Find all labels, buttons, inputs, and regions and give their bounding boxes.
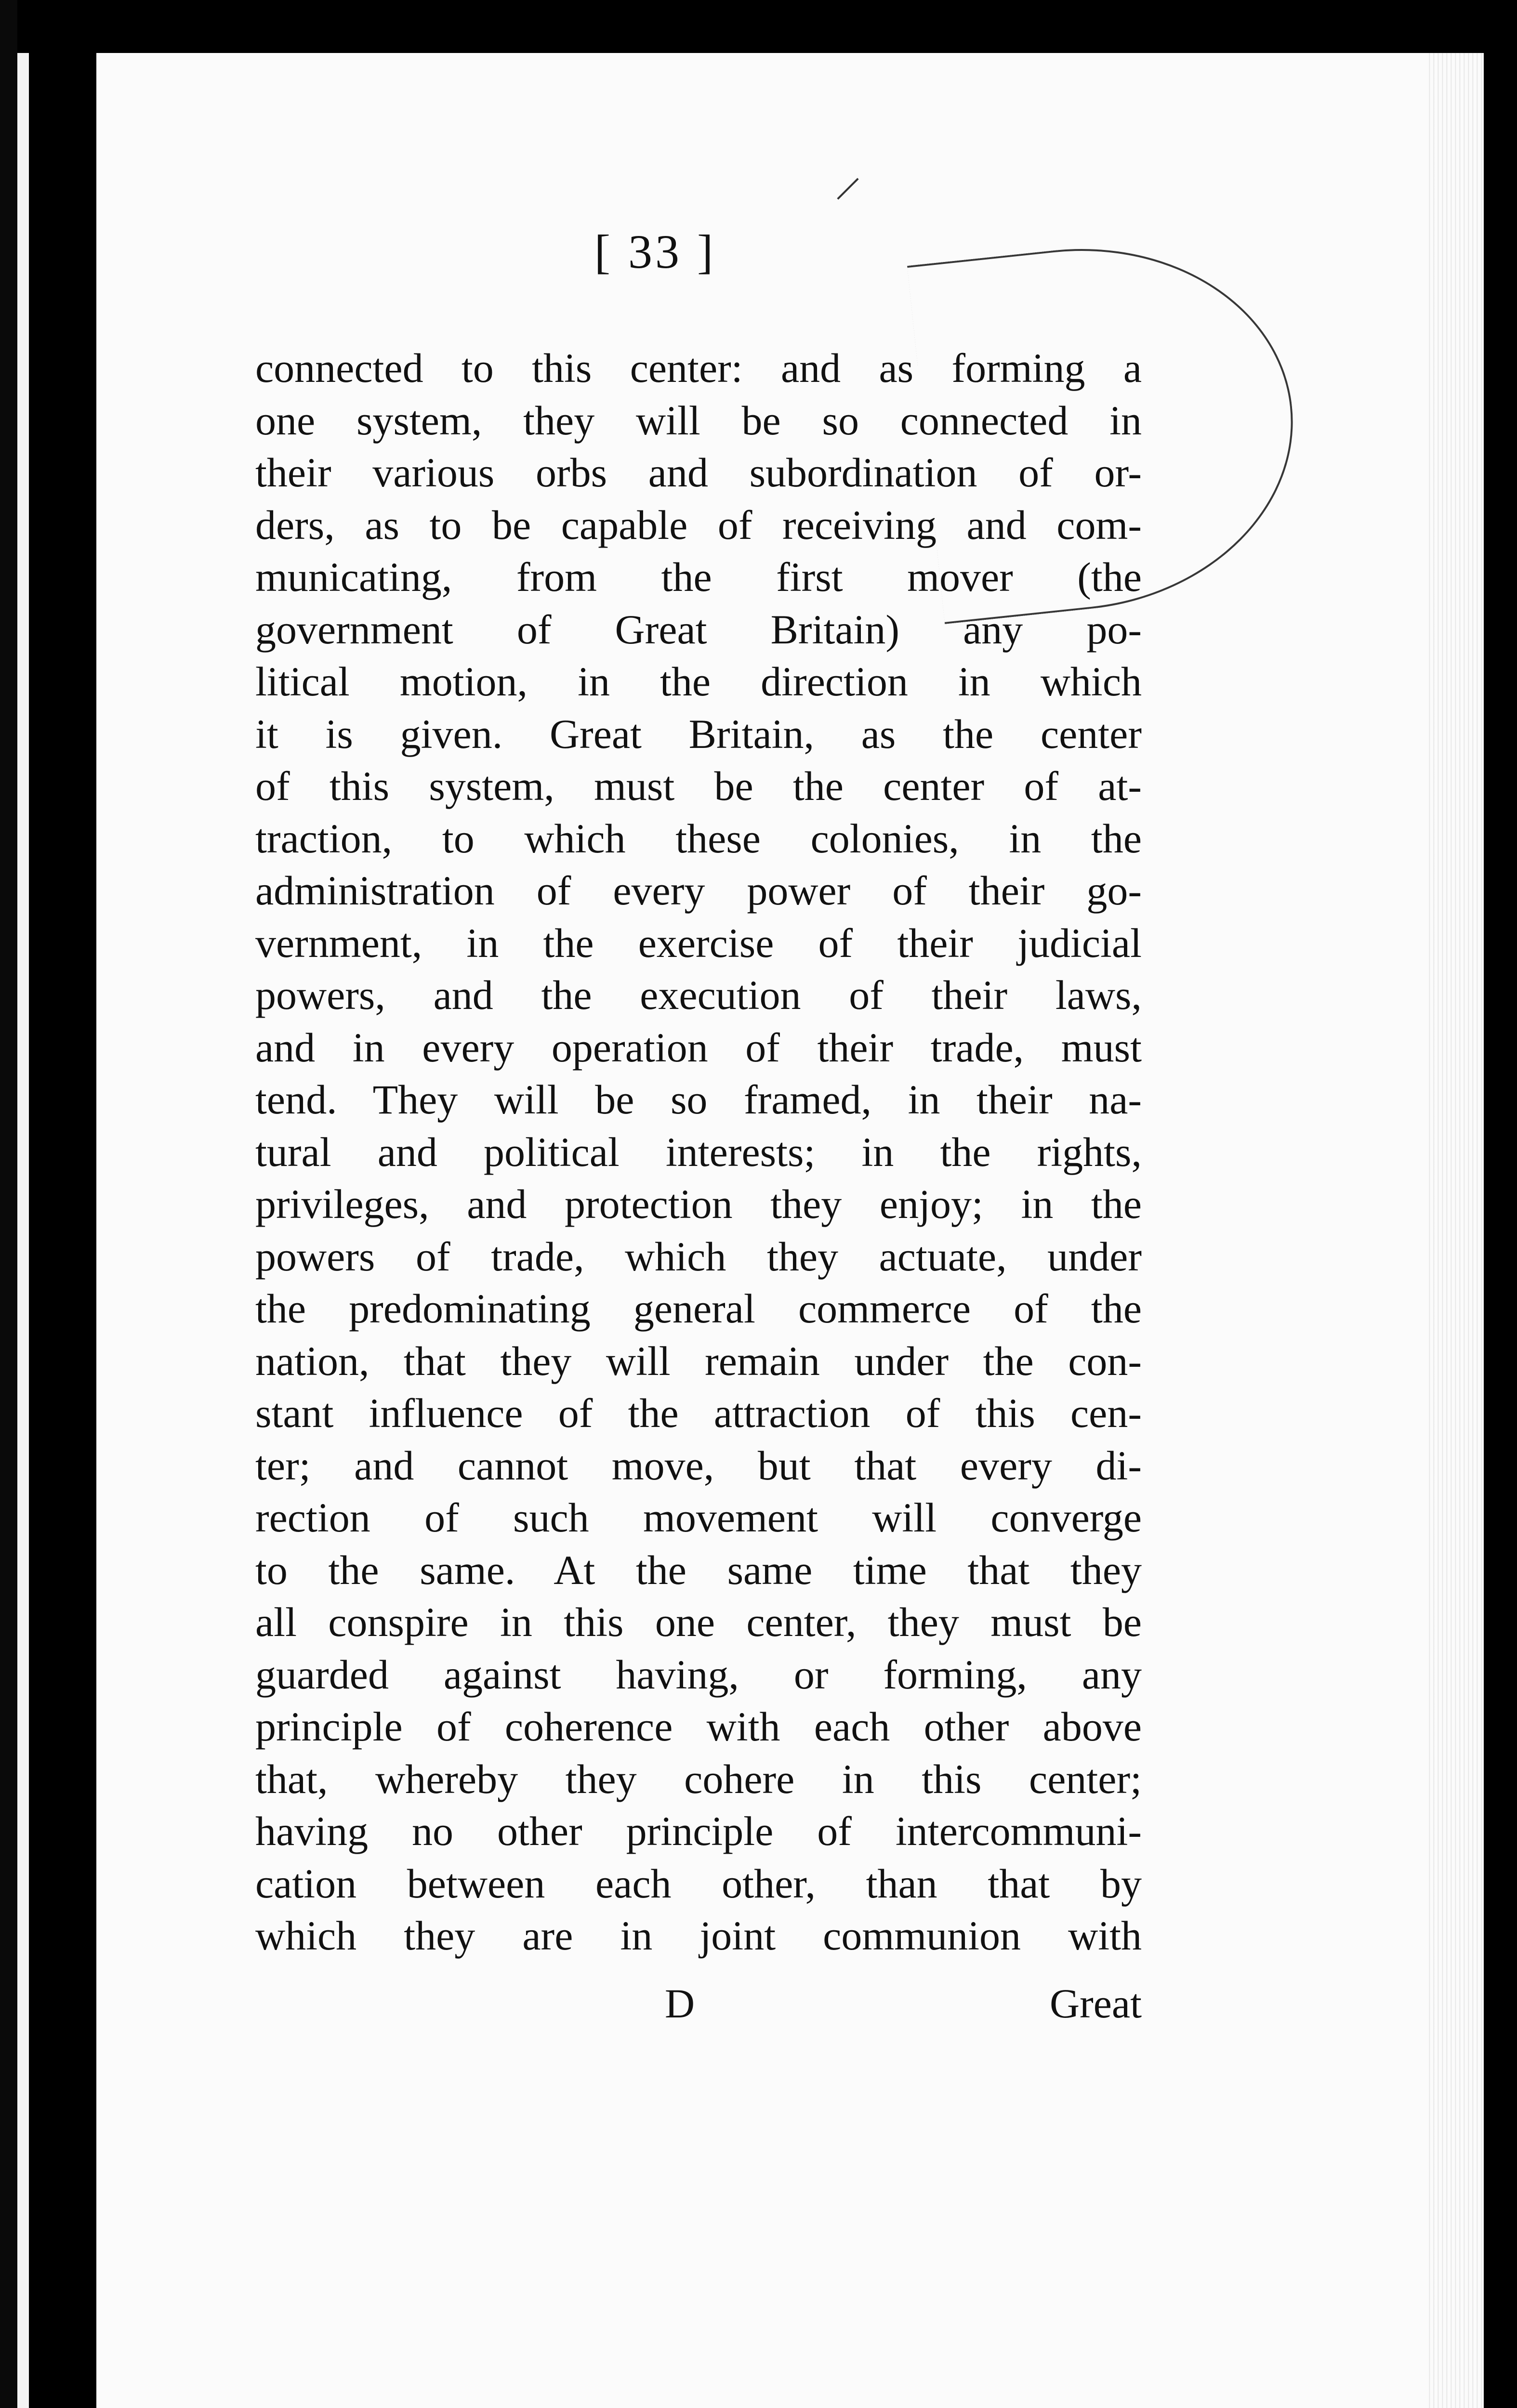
scan-border (0, 0, 17, 2408)
text-line: the predominating general commerce of the (255, 1285, 1142, 1332)
text-line: having no other principle of intercommuni- (255, 1808, 1142, 1854)
text-line: principle of coherence with each other above (255, 1703, 1142, 1750)
text-line: cation between each other, than that by (255, 1860, 1142, 1907)
text-line: powers of trade, which they actuate, under (255, 1233, 1142, 1280)
book-page (96, 53, 1484, 2408)
text-line: tural and political interests; in the rights, (255, 1128, 1142, 1175)
catchword: Great (1050, 1980, 1142, 2027)
text-line: government of Great Britain) any po- (255, 606, 1142, 653)
text-line: all conspire in this one center, they must be (255, 1599, 1142, 1645)
page-number: [ 33 ] (594, 225, 716, 278)
text-line: connected to this center: and as forming a (255, 345, 1142, 391)
text-line: one system, they will be so connected in (255, 397, 1142, 444)
text-line: nation, that they will remain under the con- (255, 1337, 1142, 1384)
pencil-mark (837, 178, 858, 199)
page-header (96, 224, 1484, 279)
text-line: litical motion, in the direction in which (255, 658, 1142, 705)
text-line: that, whereby they cohere in this center; (255, 1755, 1142, 1802)
text-line: tend. They will be so framed, in their na- (255, 1076, 1142, 1123)
text-line: their various orbs and subordination of or- (255, 449, 1142, 496)
text-line: ter; and cannot move, but that every di- (255, 1442, 1142, 1489)
body-text (255, 342, 1142, 1962)
text-line: stant influence of the attraction of this cen- (255, 1390, 1142, 1436)
text-line: powers, and the execution of their laws, (255, 972, 1142, 1018)
text-line: privileges, and protection they enjoy; in the (255, 1181, 1142, 1227)
text-line: traction, to which these colonies, in the (255, 815, 1142, 862)
text-line: which they are in joint communion with (255, 1912, 1142, 1959)
page-edge-noise (1426, 53, 1484, 2408)
signature-mark: D (665, 1980, 695, 2027)
text-line: and in every operation of their trade, must (255, 1024, 1142, 1071)
previous-page-edge (17, 53, 29, 2408)
text-line: ders, as to be capable of receiving and com- (255, 501, 1142, 548)
text-line: of this system, must be the center of at- (255, 763, 1142, 809)
text-line: guarded against having, or forming, any (255, 1651, 1142, 1698)
text-line: rection of such movement will converge (255, 1494, 1142, 1541)
text-line: administration of every power of their go- (255, 867, 1142, 914)
text-line: vernment, in the exercise of their judicial (255, 919, 1142, 966)
text-line: municating, from the first mover (the (255, 554, 1142, 600)
text-line: it is given. Great Britain, as the center (255, 710, 1142, 757)
text-line: to the same. At the same time that they (255, 1546, 1142, 1593)
